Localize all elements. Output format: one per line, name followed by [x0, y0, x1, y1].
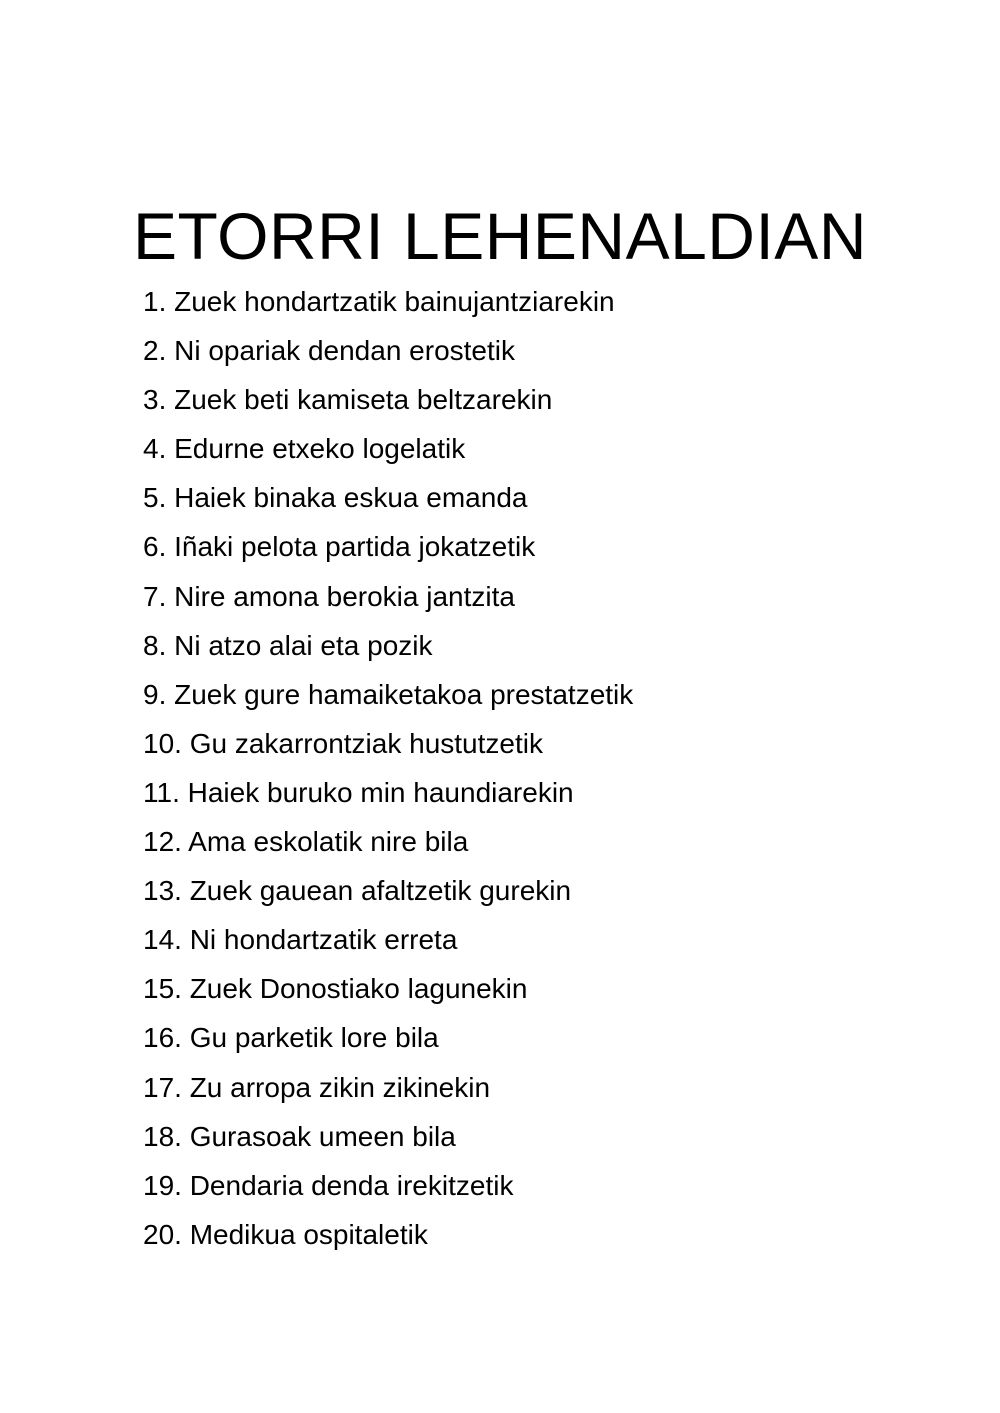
list-item: 19. Dendaria denda irekitzetik [143, 1169, 514, 1201]
list-item: 2. Ni opariak dendan erostetik [143, 335, 515, 367]
list-item: 15. Zuek Donostiako lagunekin [143, 973, 528, 1005]
list-item: 11. Haiek buruko min haundiarekin [143, 776, 574, 808]
list-item: 17. Zu arropa zikin zikinekin [143, 1071, 491, 1103]
list-item: 14. Ni hondartzatik erreta [143, 924, 458, 956]
list-item: 9. Zuek gure hamaiketakoa prestatzetik [143, 678, 634, 710]
list-item: 20. Medikua ospitaletik [143, 1218, 428, 1250]
list-item: 16. Gu parketik lore bila [143, 1022, 439, 1054]
list-item: 6. Iñaki pelota partida jokatzetik [143, 531, 536, 563]
list-item: 7. Nire amona berokia jantzita [143, 580, 515, 612]
list-item: 10. Gu zakarrontziak hustutzetik [143, 727, 543, 759]
list-item: 12. Ama eskolatik nire bila [143, 826, 469, 858]
list-item: 18. Gurasoak umeen bila [143, 1120, 456, 1152]
list-item: 13. Zuek gauean afaltzetik gurekin [143, 875, 572, 907]
list-item: 4. Edurne etxeko logelatik [143, 433, 466, 465]
list-item: 3. Zuek beti kamiseta beltzarekin [143, 384, 553, 416]
list-item: 1. Zuek hondartzatik bainujantziarekin [143, 286, 615, 317]
page-title: ETORRI LEHENALDIAN [133, 199, 867, 273]
list-item: 8. Ni atzo alai eta pozik [143, 629, 433, 661]
sentence-list [143, 282, 633, 1264]
list-item: 5. Haiek binaka eskua emanda [143, 482, 528, 514]
